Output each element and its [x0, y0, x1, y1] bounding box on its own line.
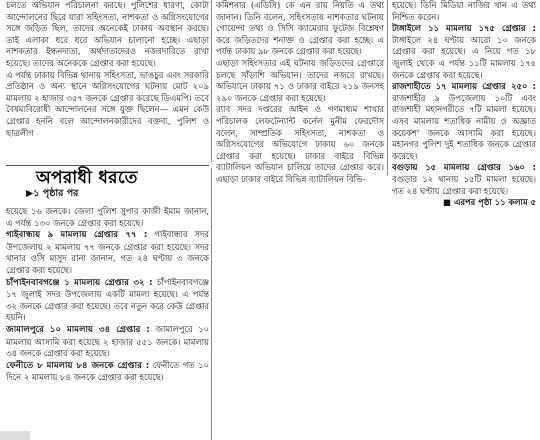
- article-paragraph: হয়েছে ১৬ জনকে। জেলা পুলিশ সুপার কাজী ইমাম জানান, এ পর্যন্ত ১৩০ জনকে গ্রেপ্তার করা হয়েছে।: [6, 206, 209, 228]
- column-divider: [211, 168, 212, 440]
- body-text: জামালপুরে ১০ মামলায় আসামি করা হয়েছে ২ হাজার ৫৫১ জনকে। মামলায় ৩৪ জনকে গ্রেপ্তার করা হয়েছে।: [6, 323, 209, 359]
- district-section-chapainawabganj: [6, 277, 209, 324]
- subheading: চাঁপাইনবাবগঞ্জে ১ মামলায় গ্রেপ্তার ৩২ :: [6, 277, 153, 288]
- district-section-bogura: [392, 162, 536, 197]
- right-column: [392, 0, 536, 209]
- section-rule: [6, 165, 209, 166]
- jump-line: ▶১ পৃষ্ঠার পর: [26, 188, 79, 199]
- headline-block: [6, 168, 209, 202]
- body-text: টাঙ্গাইলে ২৪ ঘণ্টায় আরো ১০ জনকে গ্রেপ্তার করা হয়েছে। এ নিয়ে গত ১৮ জুলাই থেকে এ পর্যন্ত ১১টি মামলায় ১৭৫ জনকে গ্রেপ্তার করা হয়েছে।: [392, 34, 536, 80]
- column-divider: [211, 0, 212, 162]
- page-edge-fragment: [0, 431, 30, 440]
- subheading: গাইবান্ধায় ৯ মামলায় গ্রেপ্তার ৭৭ :: [6, 230, 148, 241]
- article-paragraph: এছাড়া সহিংসতার এই ঘটনায় জড়িতদের গ্রেপ্তারে চলছে সাঁড়াশি অভিযান। তাদের নজরে রাখছে। অভিযানে ঢাকায় ৭১ ও ঢাকার বাইরে ২১৯ জনসহ ২৯০ জনকে গ্রেপ্তার করা হয়েছে।: [216, 57, 384, 103]
- article-paragraph: র‌্যাব সদর দপ্তরের আইন ও গণমাধ্যম শাখার পরিচালক লেফটেন্যান্ট কর্নেল মুনীম ফেরদৌস বলেন, সাম্প্রতিক সহিংসতা, নাশকতা ও অগ্নিসংযোগের অভিযোগে ঢাকায় ৬০ জনকে গ্রেপ্তার করা হয়েছে। ঢাকার বাইরে বিভিন্ন ব্যাটালিয়ন অভিযান চালিয়ে তাদের গ্রেপ্তার করে। এছাড়া ঢাকার বাইরে বিভিন্ন ব্যাটালিয়ন বিভি-: [216, 104, 384, 184]
- body-text: বগুড়ার ১২ থানায় ১৫টি মামলা হয়েছে। গত ২৪ ঘণ্টায় গ্রেপ্তার করা হয়েছে।: [392, 173, 536, 196]
- article-headline: অপরাধী ধরতে: [36, 168, 138, 188]
- body-text: ফেনীতে গত ১০ দিনে ২ মামলায় ৮৪ জনকে গ্রেপ্তার করা হয়েছে।: [6, 359, 209, 383]
- subheading: বগুড়ায় ১৫ মামলায় গ্রেপ্তার ১৬০ :: [392, 162, 536, 173]
- subheading: জামালপুরে ১০ মামলায় ৩৪ গ্রেপ্তার :: [6, 324, 150, 335]
- body-text: রাজশাহীর ৯ উপজেলায় ১০টি এবং রাজশাহী মহানগরীতে ৭টি মামলা হয়েছে। এসব মামলায় শতাধিক নামীয় ও অজ্ঞাত কয়েকশ' জনকে আসামি করা হয়েছে। মহানগর পুলিশ দুই শতাধিক জনকে গ্রেপ্তার করেছে।: [392, 92, 536, 161]
- subheading: ফেনীতে ৮ মামলায় ৮৪ জনকে গ্রেপ্তার :: [6, 360, 150, 371]
- district-section-feni: [6, 360, 209, 384]
- middle-column: [216, 0, 384, 186]
- district-section-gaibandha: [6, 229, 209, 276]
- body-text: চাঁপাইনবাবগঞ্জে ১৭ জুলাই সদর উপজেলায় একটি মামলা হয়েছে। এ পর্যন্ত ৩২ জনকে গ্রেপ্তার করা হয়েছে। তবে নতুন করে কেউ গ্রেপ্তার হয়নি।: [6, 276, 210, 323]
- article-paragraph: চলতে অভিযান পরিচালনা করছে। পুলিশের ধারণা, কোটা আন্দোলনের ছিরে যারা সহিংসতা, নাশকতা ও অগ্নিসংযোগের সঙ্গে জড়িত ছিল, তাদের অনেকেই ঢাকায় অবস্থান করছে। তাই এলাকা ধরে ধরে অভিযান চালানো হচ্ছে। এছাড়া নাশকতার ইন্ধনদাতা, অর্থদাতাদেরও নজরদারিতে রাখা হয়েছে। তাদের অনেককে গ্রেপ্তার করা হয়েছে।: [6, 0, 209, 68]
- district-section-tangail: [392, 23, 536, 81]
- district-section-rajshahi: [392, 81, 536, 162]
- left-column-bottom: [6, 206, 209, 384]
- body-text: গাইবান্ধার সদর উপজেলায় ২ মামলায় ৭৭ জনকে গ্রেপ্তার করা হয়েছে। সদর থানার ওসি মাসুদ রানা জানান, গত ২৪ ঘণ্টায় ৩ জনকে গ্রেপ্তার করা হয়েছে।: [6, 229, 209, 275]
- article-paragraph: কমিশনার (এডিসি) কে এন রায় নিয়তি এ তথ্য জানান। তিনি বলেন, সহিংসতায় নাশকতার ঘটনায় গোয়েন্দা তথ্য ও সিসি ক্যামেরার ফুটেজ বিশ্লেষণ করে জড়িতদের শনাক্ত ও গ্রেপ্তার করা হচ্ছে। এ পর্যন্ত ঢাকায় ৯৮ জনকে গ্রেপ্তার করা হয়েছে।: [216, 0, 384, 57]
- left-column-top: [6, 0, 209, 139]
- district-section-jamalpur: [6, 324, 209, 360]
- article-paragraph: এ পর্যন্ত ঢাকায় বিভিন্ন থানায় সহিংসতা, ভাঙচুর এবং সরকারি প্রতিষ্ঠান ও অন্য স্থানে অগ্নিসংযোগের ঘটনায় মোট ২০৯ মামলায় ২ হাজার ৩৫৭ জনকে গ্রেপ্তার করেছে ডিএমপি। তবে বৈষম্যবিরোধী আন্দোলনের সঙ্গে যুক্ত ছিলেন— এমন কেউ গ্রেপ্তার হননি বলে আন্দোলনকারীদের বক্তব্য, পুলিশ ও ছাত্রলীগ: [6, 69, 209, 138]
- article-paragraph: হয়েছে। তিনি মিডিয়া নাজির খান এ তথ্য নিশ্চিত করেন।: [392, 0, 536, 22]
- subheading: টাঙ্গাইলে ১১ মামলায় ১৭৫ গ্রেপ্তার :: [392, 23, 536, 34]
- column-divider: [387, 0, 388, 175]
- continue-marker: ■ এরপর পৃষ্ঠা ১১ কলাম ৫: [443, 197, 536, 208]
- subheading: রাজশাহীতে ১৭ মামলায় গ্রেপ্তার ২৫০ :: [392, 81, 536, 92]
